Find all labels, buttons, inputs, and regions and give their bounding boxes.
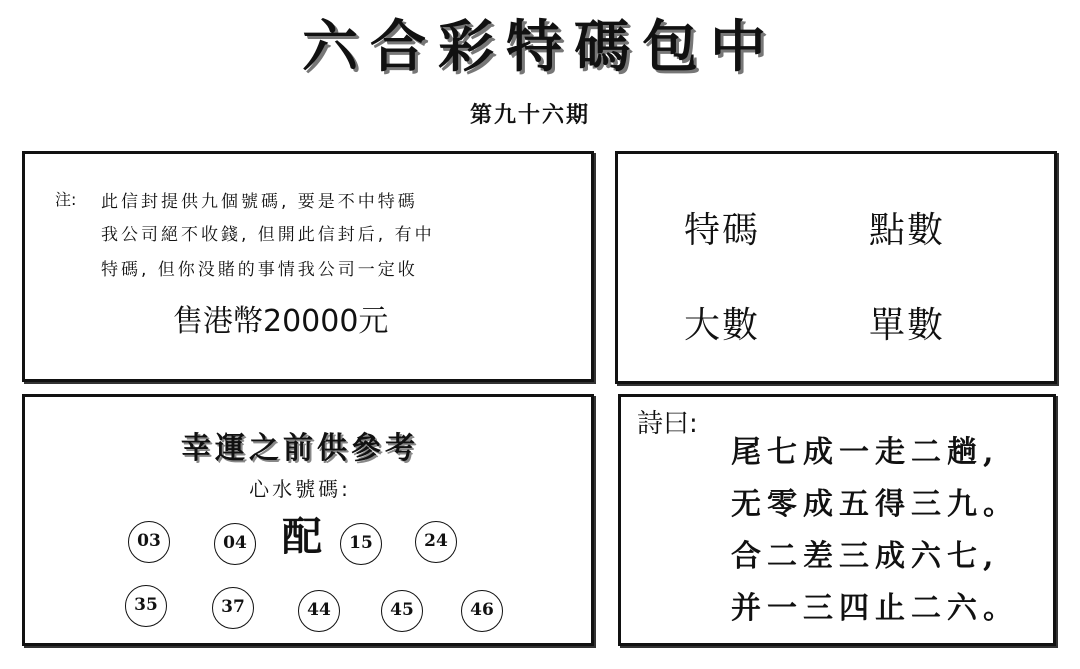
issue-number: 第九十六期 (469, 103, 590, 128)
note-line: 此信封提供九個號碼, 要是不中特碼 (101, 192, 418, 212)
note-line: 特碼, 但你没賭的事情我公司一定收 (101, 260, 418, 280)
attributes-box (615, 151, 1057, 384)
poem-label: 詩曰: (637, 409, 698, 439)
note-label: 注: (55, 190, 77, 209)
number-ball: 04 (214, 523, 256, 565)
number-ball: 15 (340, 523, 382, 565)
note-box (22, 151, 594, 382)
number-ball: 37 (212, 587, 254, 629)
number-ball: 24 (415, 521, 457, 563)
poem-line: 尾七成一走二趟, (731, 435, 1000, 470)
poem-line: 无零成五得三九。 (731, 487, 1019, 522)
poem-box (618, 394, 1056, 646)
number-ball: 03 (128, 521, 170, 563)
attribute-big-number: 大數 (684, 305, 761, 346)
lucky-numbers-box (22, 394, 594, 646)
attribute-odd-number: 單數 (869, 305, 946, 346)
note-line: 我公司絕不收錢, 但開此信封后, 有中 (101, 225, 435, 245)
price-text: 售港幣20000元 (173, 304, 389, 339)
poem-line: 合二差三成六七, (731, 539, 1000, 574)
attribute-points: 點數 (869, 210, 946, 251)
number-ball: 44 (298, 590, 340, 632)
pair-character: 配 (282, 513, 322, 560)
page-title: 六合彩特碼包中 (302, 14, 778, 80)
number-ball: 45 (381, 590, 423, 632)
number-ball: 35 (125, 585, 167, 627)
attribute-special-number: 特碼 (684, 210, 761, 251)
poem-line: 并一三四止二六。 (731, 591, 1019, 626)
number-ball: 46 (461, 590, 503, 632)
lucky-subheading: 心水號碼: (249, 477, 351, 501)
lucky-heading: 幸運之前供參考 (181, 431, 419, 466)
